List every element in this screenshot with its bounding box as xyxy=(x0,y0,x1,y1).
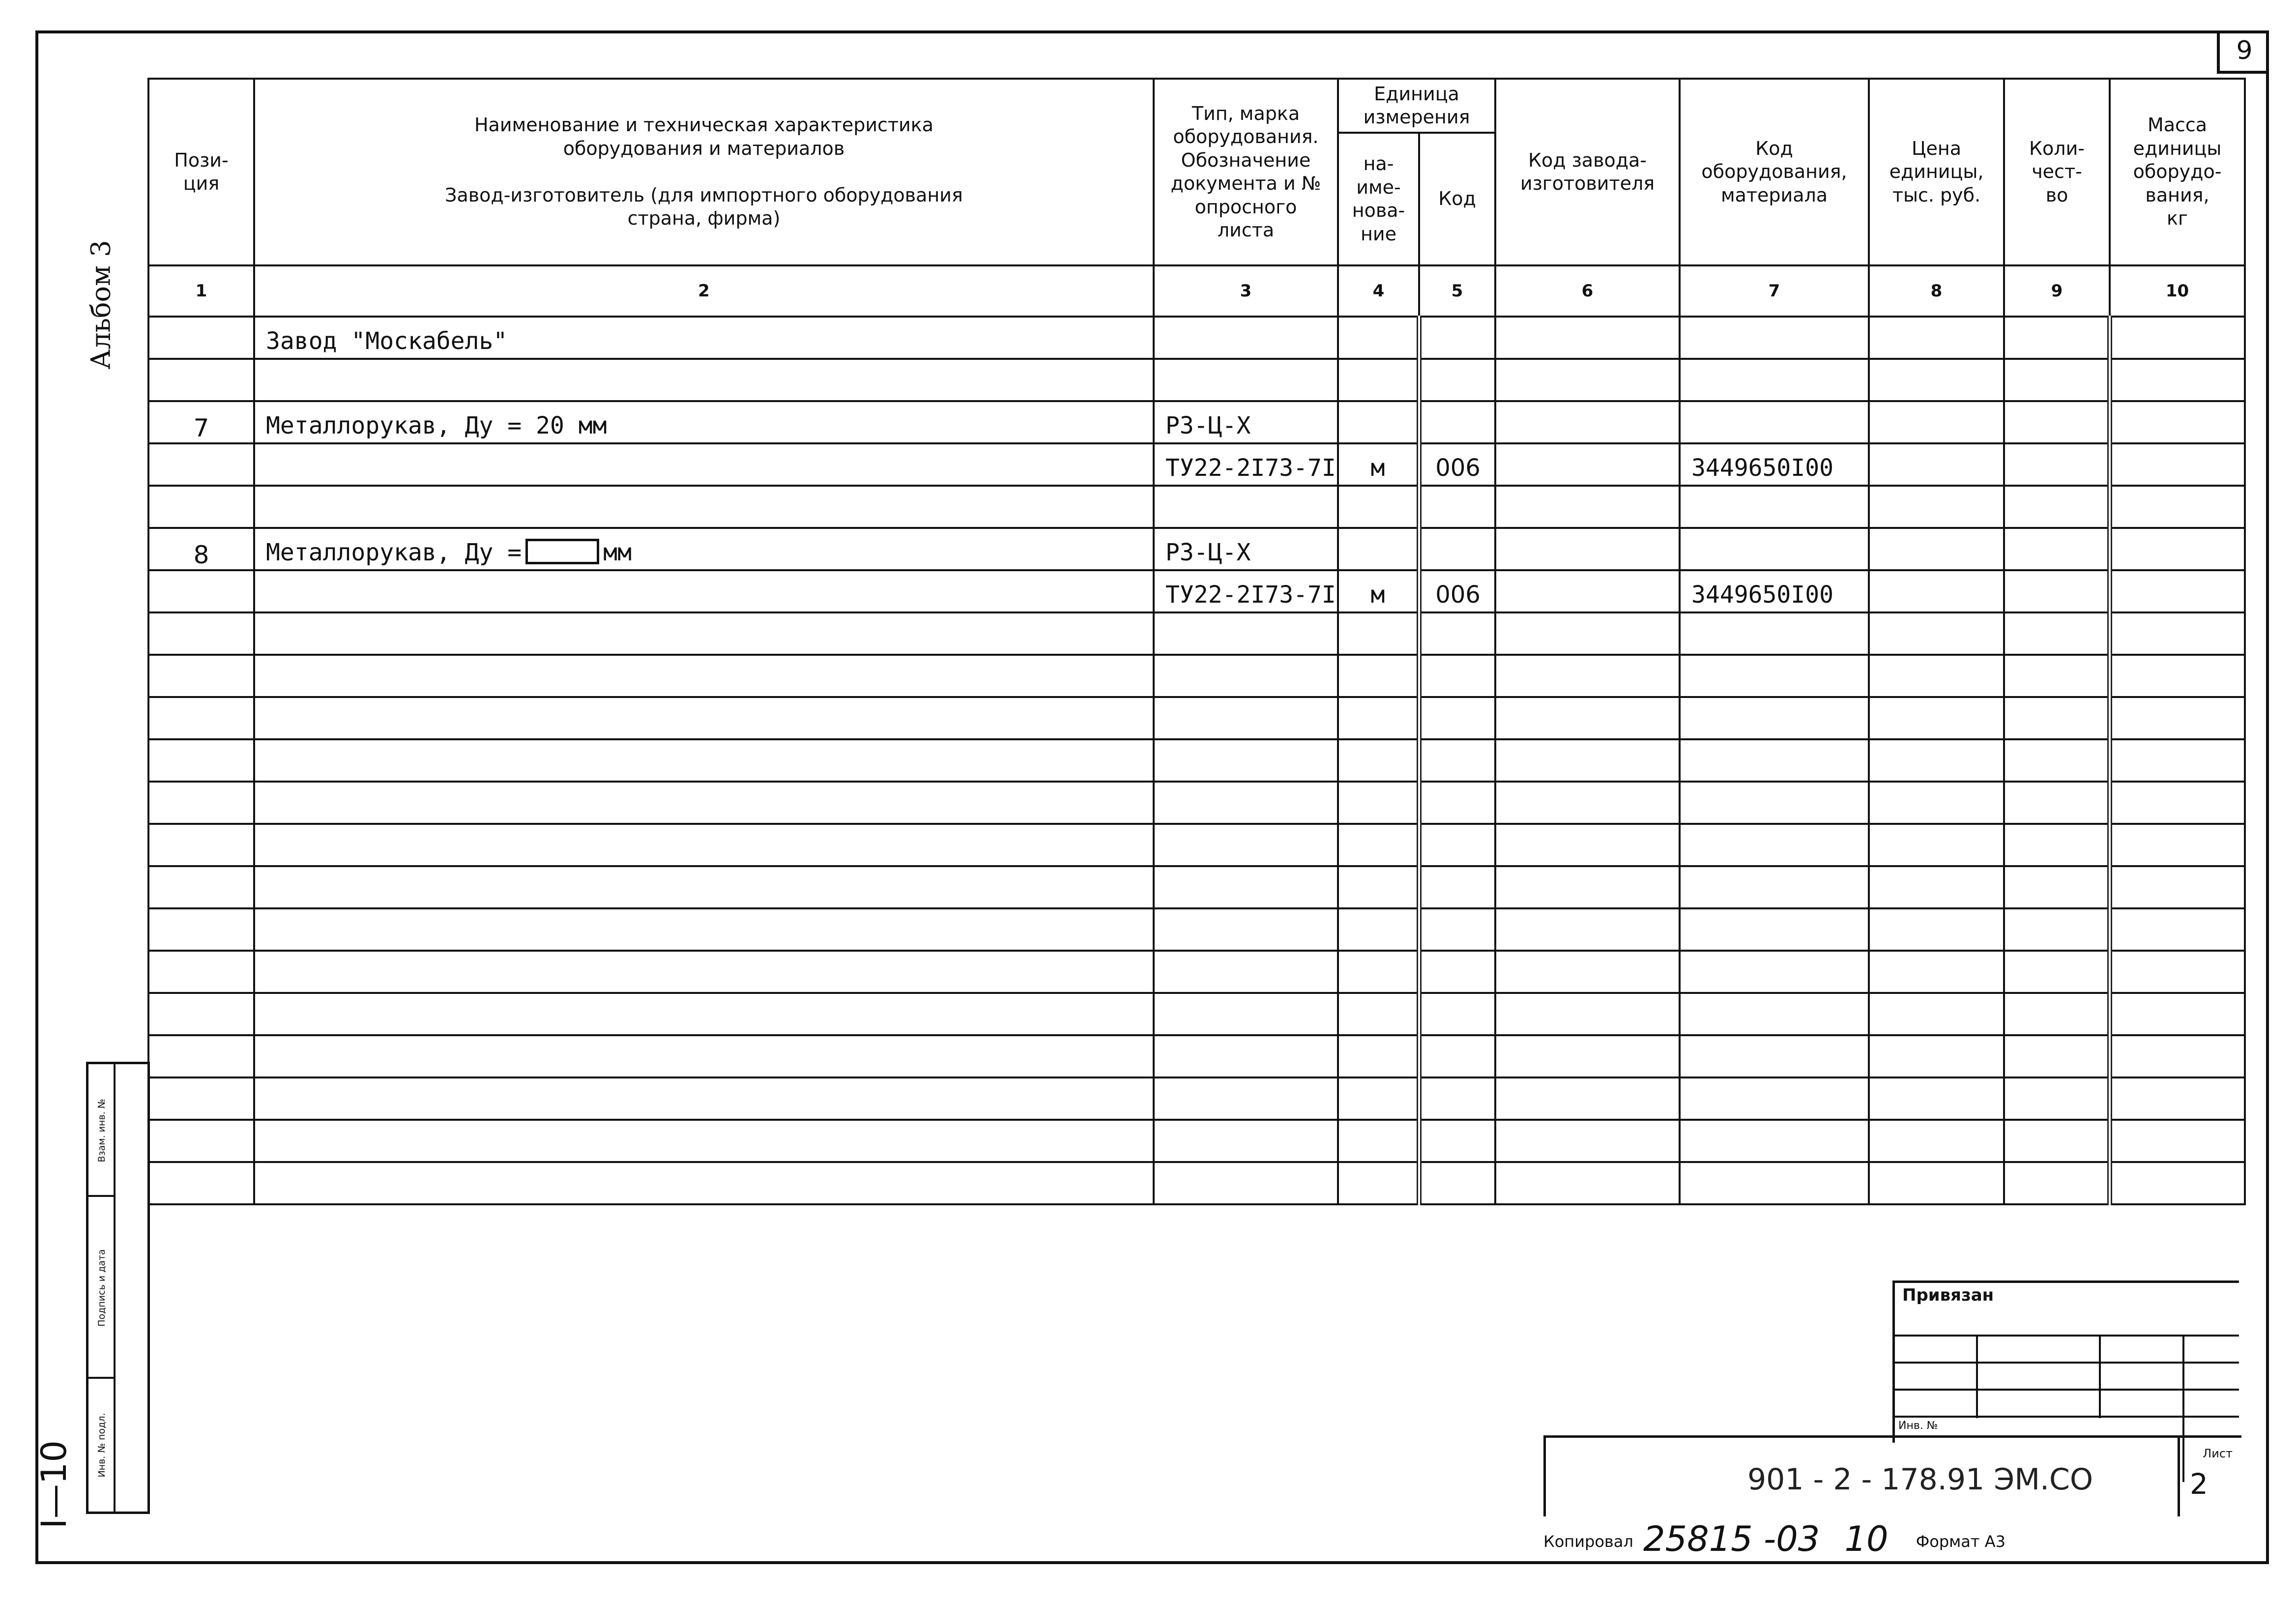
unit-cell xyxy=(1338,359,1419,401)
quantity-cell xyxy=(2004,401,2110,443)
unit-code-cell xyxy=(1419,401,1495,443)
stamp-cell xyxy=(88,1379,116,1512)
type-cell: РЗ-Ц-Х xyxy=(1154,528,1338,570)
maker-code-cell xyxy=(1495,570,1680,612)
empty-cell xyxy=(1495,993,1680,1035)
empty-cell xyxy=(148,697,254,739)
col-number: 4 xyxy=(1338,265,1419,317)
position-cell xyxy=(148,486,254,528)
mass-cell xyxy=(2110,317,2245,359)
empty-cell xyxy=(1154,612,1338,655)
empty-cell xyxy=(1338,782,1419,824)
empty-cell xyxy=(1419,782,1495,824)
empty-cell xyxy=(254,612,1154,655)
empty-cell xyxy=(254,1162,1154,1204)
header-unit-group xyxy=(1338,79,1495,133)
price-cell xyxy=(1869,359,2004,401)
position-cell xyxy=(148,317,254,359)
empty-cell xyxy=(1495,908,1680,951)
empty-cell xyxy=(1338,612,1419,655)
empty-cell xyxy=(2004,1035,2110,1077)
header-type xyxy=(1154,79,1338,265)
empty-cell xyxy=(148,1077,254,1120)
header-position xyxy=(148,79,254,265)
empty-cell xyxy=(1419,1035,1495,1077)
unit-code-cell xyxy=(1419,359,1495,401)
empty-cell xyxy=(254,951,1154,993)
table-row xyxy=(148,1035,2245,1077)
col-number: 3 xyxy=(1154,265,1338,317)
table-row xyxy=(148,697,2245,739)
name-suffix: мм xyxy=(603,539,632,566)
empty-cell xyxy=(2110,1120,2245,1162)
unit-cell xyxy=(1338,486,1419,528)
linked-label: Привязан xyxy=(1902,1285,1994,1305)
position-cell xyxy=(148,443,254,486)
header-text: Цена единицы, тыс. руб. xyxy=(1889,137,1984,206)
header-name xyxy=(254,79,1154,265)
header-text: Код xyxy=(1438,188,1476,210)
empty-cell xyxy=(2004,612,2110,655)
header-text: на- име- нова- ние xyxy=(1352,153,1405,245)
equipment-code-cell: 3449650I00 xyxy=(1680,443,1869,486)
empty-cell xyxy=(2110,739,2245,782)
sheet-value: 2 xyxy=(2190,1467,2208,1501)
empty-cell xyxy=(1154,866,1338,908)
empty-cell xyxy=(1869,782,2004,824)
empty-cell xyxy=(1869,655,2004,697)
empty-cell xyxy=(1495,1162,1680,1204)
header-price xyxy=(1869,79,2004,265)
quantity-cell xyxy=(2004,528,2110,570)
empty-cell xyxy=(1869,993,2004,1035)
mass-cell xyxy=(2110,443,2245,486)
unit-code-cell xyxy=(1419,528,1495,570)
table-row xyxy=(148,908,2245,951)
unit-code-cell: 006 xyxy=(1419,570,1495,612)
empty-cell xyxy=(1869,1035,2004,1077)
empty-cell xyxy=(1680,1077,1869,1120)
maker-code-cell xyxy=(1495,317,1680,359)
stamp-cell xyxy=(88,1197,116,1379)
name-prefix: Металлорукав, Ду = xyxy=(266,539,522,566)
unit-code-cell: 006 xyxy=(1419,443,1495,486)
empty-cell xyxy=(1869,908,2004,951)
empty-cell xyxy=(2110,782,2245,824)
empty-cell xyxy=(1495,782,1680,824)
price-cell xyxy=(1869,528,2004,570)
sheet-label: Лист xyxy=(2203,1447,2233,1460)
table-row xyxy=(148,993,2245,1035)
table-row xyxy=(148,570,2245,612)
sheet-number: 9 xyxy=(2217,30,2269,74)
empty-cell xyxy=(1680,1162,1869,1204)
empty-cell xyxy=(1495,951,1680,993)
header-quantity xyxy=(2004,79,2110,265)
empty-cell xyxy=(1680,866,1869,908)
header-text: Пози- ция xyxy=(174,149,229,194)
specification-table xyxy=(147,78,2246,1205)
empty-cell xyxy=(1869,739,2004,782)
empty-cell xyxy=(1338,655,1419,697)
table-row xyxy=(148,401,2245,443)
empty-cell xyxy=(254,1035,1154,1077)
table-row xyxy=(148,655,2245,697)
mass-cell xyxy=(2110,486,2245,528)
name-cell xyxy=(254,443,1154,486)
header-equipment-code xyxy=(1680,79,1869,265)
empty-cell xyxy=(1419,866,1495,908)
name-cell xyxy=(254,359,1154,401)
table-row xyxy=(148,782,2245,824)
price-cell xyxy=(1869,486,2004,528)
empty-cell xyxy=(1680,1035,1869,1077)
empty-cell xyxy=(1869,612,2004,655)
empty-cell xyxy=(1419,1077,1495,1120)
table-row xyxy=(148,486,2245,528)
unit-code-cell xyxy=(1419,317,1495,359)
type-cell: ТУ22-2I73-7I xyxy=(1154,570,1338,612)
empty-cell xyxy=(1338,951,1419,993)
album-label: Альбом 3 xyxy=(85,240,116,370)
empty-cell xyxy=(1154,1162,1338,1204)
empty-cell xyxy=(2110,697,2245,739)
empty-cell xyxy=(2004,1077,2110,1120)
table-row xyxy=(148,824,2245,866)
empty-cell xyxy=(254,824,1154,866)
empty-cell xyxy=(1154,993,1338,1035)
mass-cell xyxy=(2110,359,2245,401)
stamp-label: Инв. № подл. xyxy=(96,1413,107,1478)
quantity-cell xyxy=(2004,486,2110,528)
diameter-blank-box xyxy=(525,539,599,564)
empty-cell xyxy=(1419,951,1495,993)
empty-cell xyxy=(1154,908,1338,951)
empty-cell xyxy=(2110,993,2245,1035)
empty-cell xyxy=(1338,993,1419,1035)
table-row xyxy=(148,739,2245,782)
empty-cell xyxy=(254,782,1154,824)
equipment-code-cell xyxy=(1680,528,1869,570)
empty-cell xyxy=(148,824,254,866)
empty-cell xyxy=(1419,824,1495,866)
empty-cell xyxy=(1419,697,1495,739)
empty-cell xyxy=(148,1120,254,1162)
empty-cell xyxy=(1338,824,1419,866)
empty-cell xyxy=(1680,951,1869,993)
empty-cell xyxy=(254,908,1154,951)
quantity-cell xyxy=(2004,570,2110,612)
empty-cell xyxy=(1869,824,2004,866)
empty-cell xyxy=(2004,951,2110,993)
empty-cell xyxy=(1680,908,1869,951)
table-row xyxy=(148,612,2245,655)
name-cell xyxy=(254,528,1154,570)
table-row xyxy=(148,866,2245,908)
type-cell xyxy=(1154,486,1338,528)
type-cell: РЗ-Ц-Х xyxy=(1154,401,1338,443)
empty-cell xyxy=(148,908,254,951)
empty-cell xyxy=(1154,1035,1338,1077)
empty-cell xyxy=(2004,866,2110,908)
designation-block xyxy=(1543,1435,2178,1516)
empty-cell xyxy=(254,1120,1154,1162)
empty-cell xyxy=(2004,1120,2110,1162)
empty-cell xyxy=(1680,782,1869,824)
empty-cell xyxy=(148,739,254,782)
empty-cell xyxy=(1680,739,1869,782)
copied-page: 10 xyxy=(1844,1519,1889,1559)
empty-cell xyxy=(1154,739,1338,782)
empty-cell xyxy=(148,782,254,824)
empty-cell xyxy=(254,866,1154,908)
col-number: 8 xyxy=(1869,265,2004,317)
position-cell xyxy=(148,359,254,401)
type-cell xyxy=(1154,317,1338,359)
empty-cell xyxy=(148,655,254,697)
empty-cell xyxy=(2004,739,2110,782)
empty-cell xyxy=(1680,697,1869,739)
table-row xyxy=(148,443,2245,486)
empty-cell xyxy=(1419,908,1495,951)
empty-cell xyxy=(254,697,1154,739)
unit-code-cell xyxy=(1419,486,1495,528)
copied-number: 25815 -03 xyxy=(1643,1519,1820,1559)
empty-cell xyxy=(1154,1120,1338,1162)
name-cell: Завод "Москабель" xyxy=(254,317,1154,359)
empty-cell xyxy=(1495,655,1680,697)
empty-cell xyxy=(1495,866,1680,908)
empty-cell xyxy=(2004,824,2110,866)
empty-cell xyxy=(2110,612,2245,655)
table-row xyxy=(148,1162,2245,1204)
name-cell: Металлорукав, Ду = 20 мм xyxy=(254,401,1154,443)
mass-cell xyxy=(2110,528,2245,570)
empty-cell xyxy=(1419,1162,1495,1204)
empty-cell xyxy=(2110,951,2245,993)
copied-label: Копировал xyxy=(1543,1532,1633,1551)
empty-cell xyxy=(1869,1162,2004,1204)
empty-cell xyxy=(1495,1120,1680,1162)
price-cell xyxy=(1869,317,2004,359)
empty-cell xyxy=(1419,993,1495,1035)
empty-cell xyxy=(2110,1162,2245,1204)
empty-cell xyxy=(2110,908,2245,951)
empty-cell xyxy=(1419,612,1495,655)
maker-code-cell xyxy=(1495,401,1680,443)
empty-cell xyxy=(1154,697,1338,739)
empty-cell xyxy=(2110,866,2245,908)
quantity-cell xyxy=(2004,443,2110,486)
header-text: Коли- чест- во xyxy=(2029,137,2085,206)
position-cell xyxy=(148,570,254,612)
price-cell xyxy=(1869,401,2004,443)
table-row xyxy=(148,359,2245,401)
empty-cell xyxy=(2004,908,2110,951)
empty-cell xyxy=(1338,1120,1419,1162)
empty-cell xyxy=(1869,951,2004,993)
empty-cell xyxy=(1419,739,1495,782)
inventory-label: Инв. № xyxy=(1898,1420,1938,1432)
equipment-code-cell xyxy=(1680,401,1869,443)
left-stamp-column xyxy=(86,1062,150,1514)
name-cell xyxy=(254,570,1154,612)
empty-cell xyxy=(1495,612,1680,655)
side-code: I—10 xyxy=(34,1440,74,1529)
empty-cell xyxy=(2004,1162,2110,1204)
empty-cell xyxy=(1338,1077,1419,1120)
position-cell: 8 xyxy=(148,528,254,570)
empty-cell xyxy=(2004,993,2110,1035)
unit-cell xyxy=(1338,401,1419,443)
empty-cell xyxy=(148,1035,254,1077)
empty-cell xyxy=(148,866,254,908)
type-cell: ТУ22-2I73-7I xyxy=(1154,443,1338,486)
col-number: 6 xyxy=(1495,265,1680,317)
header-unit-code xyxy=(1419,133,1495,265)
empty-cell xyxy=(1495,824,1680,866)
empty-cell xyxy=(1495,1077,1680,1120)
maker-code-cell xyxy=(1495,443,1680,486)
position-cell: 7 xyxy=(148,401,254,443)
maker-code-cell xyxy=(1495,528,1680,570)
col-number: 9 xyxy=(2004,265,2110,317)
name-cell xyxy=(254,486,1154,528)
paper-format: Формат А3 xyxy=(1916,1532,2005,1551)
empty-cell xyxy=(148,1162,254,1204)
header-text: Масса единицы оборудо- вания, кг xyxy=(2133,114,2222,230)
empty-cell xyxy=(254,739,1154,782)
empty-cell xyxy=(1680,824,1869,866)
type-cell xyxy=(1154,359,1338,401)
empty-cell xyxy=(1680,655,1869,697)
empty-cell xyxy=(2110,1077,2245,1120)
equipment-code-cell: 3449650I00 xyxy=(1680,570,1869,612)
col-number: 5 xyxy=(1419,265,1495,317)
empty-cell xyxy=(254,993,1154,1035)
equipment-code-cell xyxy=(1680,359,1869,401)
empty-cell xyxy=(1680,993,1869,1035)
empty-cell xyxy=(148,612,254,655)
col-number: 1 xyxy=(148,265,254,317)
table-row xyxy=(148,1120,2245,1162)
empty-cell xyxy=(1680,612,1869,655)
empty-cell xyxy=(2110,655,2245,697)
empty-cell xyxy=(1869,1077,2004,1120)
quantity-cell xyxy=(2004,317,2110,359)
equipment-code-cell xyxy=(1680,317,1869,359)
empty-cell xyxy=(1338,908,1419,951)
empty-cell xyxy=(148,993,254,1035)
unit-cell xyxy=(1338,317,1419,359)
empty-cell xyxy=(1154,782,1338,824)
empty-cell xyxy=(1154,1077,1338,1120)
table-row xyxy=(148,1077,2245,1120)
empty-cell xyxy=(1338,1162,1419,1204)
mass-cell xyxy=(2110,401,2245,443)
maker-code-cell xyxy=(1495,359,1680,401)
equipment-code-cell xyxy=(1680,486,1869,528)
empty-cell xyxy=(2110,1035,2245,1077)
header-text: Единица измерения xyxy=(1363,83,1470,128)
empty-cell xyxy=(1495,697,1680,739)
sheet-box xyxy=(2178,1435,2241,1516)
empty-cell xyxy=(1869,866,2004,908)
col-number: 2 xyxy=(254,265,1154,317)
empty-cell xyxy=(1338,697,1419,739)
stamp-cell xyxy=(88,1064,116,1197)
empty-cell xyxy=(1495,739,1680,782)
empty-cell xyxy=(1154,951,1338,993)
column-numbers-row xyxy=(148,265,2245,317)
unit-cell: м xyxy=(1338,570,1419,612)
stamp-label: Взам. инв. № xyxy=(96,1099,107,1163)
unit-cell xyxy=(1338,528,1419,570)
empty-cell xyxy=(1154,655,1338,697)
unit-cell: м xyxy=(1338,443,1419,486)
table-row xyxy=(148,951,2245,993)
header-text: Код оборудования, материала xyxy=(1701,137,1847,206)
table-row xyxy=(148,528,2245,570)
empty-cell xyxy=(254,1077,1154,1120)
col-number: 10 xyxy=(2110,265,2245,317)
col-number: 7 xyxy=(1680,265,1869,317)
copied-line xyxy=(1543,1519,2005,1559)
empty-cell xyxy=(2004,782,2110,824)
mass-cell xyxy=(2110,570,2245,612)
header-unit-name xyxy=(1338,133,1419,265)
empty-cell xyxy=(2004,655,2110,697)
header-maker-code xyxy=(1495,79,1680,265)
empty-cell xyxy=(1338,739,1419,782)
header-text: Код завода- изготовителя xyxy=(1520,149,1655,194)
empty-cell xyxy=(1338,866,1419,908)
blank-rows xyxy=(148,612,2245,1204)
price-cell xyxy=(1869,443,2004,486)
header-text: Наименование и техническая характеристика оборудования и материалов Завод-изготовитель (для импортного оборудования страна, фирма) xyxy=(445,114,963,230)
empty-cell xyxy=(2004,697,2110,739)
header-text: Тип, марка оборудования. Обозначение документа и № опросного листа xyxy=(1170,102,1321,241)
price-cell xyxy=(1869,570,2004,612)
empty-cell xyxy=(2110,824,2245,866)
header-mass xyxy=(2110,79,2245,265)
table-row xyxy=(148,317,2245,359)
empty-cell xyxy=(1869,697,2004,739)
maker-code-cell xyxy=(1495,486,1680,528)
empty-cell xyxy=(1495,1035,1680,1077)
empty-cell xyxy=(1680,1120,1869,1162)
empty-cell xyxy=(148,951,254,993)
empty-cell xyxy=(1869,1120,2004,1162)
empty-cell xyxy=(1419,655,1495,697)
document-designation: 901 - 2 - 178.91 ЭМ.СО xyxy=(1747,1462,2093,1497)
quantity-cell xyxy=(2004,359,2110,401)
stamp-label: Подпись и дата xyxy=(96,1249,107,1327)
empty-cell xyxy=(254,655,1154,697)
empty-cell xyxy=(1338,1035,1419,1077)
empty-cell xyxy=(1154,824,1338,866)
empty-cell xyxy=(1419,1120,1495,1162)
